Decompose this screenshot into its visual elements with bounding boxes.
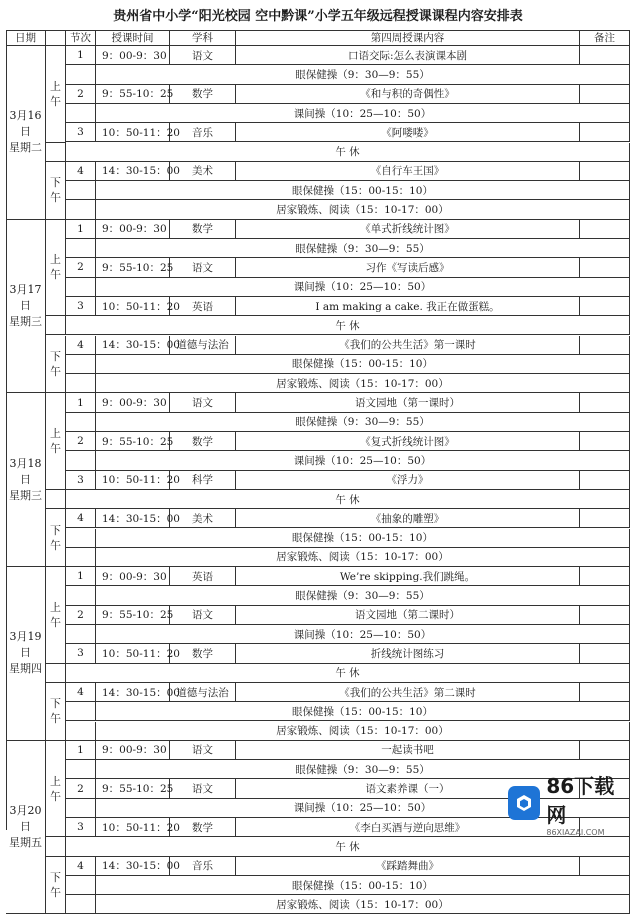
class-time: 9：55-10：25: [96, 85, 170, 104]
class-content: I am making a cake. 我正在做蛋糕。: [236, 297, 580, 316]
day-date-line: 日: [20, 646, 31, 660]
class-remark: [580, 297, 630, 316]
class-remark: [580, 857, 630, 876]
break-row-spacer: [66, 760, 96, 779]
morning-label-char: 上: [50, 427, 61, 441]
afternoon-label-char: 午: [50, 538, 61, 552]
day-date-cell: [6, 393, 46, 567]
class-subject: 美术: [170, 509, 236, 528]
day-date-cell: [6, 567, 46, 741]
session-number: 4: [66, 683, 96, 702]
class-subject: 英语: [170, 297, 236, 316]
day-date-line: 3月19: [9, 630, 42, 644]
class-time: 10：50-11：20: [96, 297, 170, 316]
class-subject: 语文: [170, 46, 236, 65]
header-spacer: [46, 30, 66, 46]
class-content: 《我们的公共生活》第一课时: [236, 336, 580, 355]
class-time: 14：30-15：00: [96, 509, 170, 528]
class-time: 9：00-9：30: [96, 393, 170, 412]
afternoon-label-char: 午: [50, 364, 61, 378]
class-time: 9：00-9：30: [96, 567, 170, 586]
morning-label-char: 上: [50, 774, 61, 788]
break-row-spacer: [66, 104, 96, 123]
class-content: 口语交际:怎么表演课本剧: [236, 46, 580, 65]
afternoon-label-char: 午: [50, 886, 61, 900]
morning-label-char: 午: [50, 94, 61, 108]
break-row: 眼保健操（15：00-15：10）: [96, 702, 630, 721]
afternoon-label-char: 下: [50, 697, 61, 711]
class-content: 《踩踏舞曲》: [236, 857, 580, 876]
break-row: 眼保健操（9：30—9：55）: [96, 413, 630, 432]
session-number: 1: [66, 567, 96, 586]
class-subject: 音乐: [170, 123, 236, 142]
class-remark: [580, 471, 630, 490]
class-subject: 数学: [170, 644, 236, 663]
class-subject: 道德与法治: [170, 336, 236, 355]
class-remark: [580, 85, 630, 104]
break-row-spacer: [66, 413, 96, 432]
class-remark: [580, 683, 630, 702]
class-time: 14：30-15：00: [96, 162, 170, 181]
class-content: 《抽象的雕塑》: [236, 509, 580, 528]
class-content: 折线统计图练习: [236, 644, 580, 663]
session-number: 3: [66, 123, 96, 142]
class-remark: [580, 432, 630, 451]
day-date-cell: [6, 741, 46, 914]
session-number: 3: [66, 644, 96, 663]
class-content: 《复式折线统计图》: [236, 432, 580, 451]
class-time: 9：55-10：25: [96, 779, 170, 798]
class-remark: [580, 162, 630, 181]
class-time: 9：00-9：30: [96, 220, 170, 239]
afternoon-label: [46, 162, 66, 220]
class-content: 语文素养课（一）: [236, 779, 580, 798]
morning-label: [46, 741, 66, 838]
break-row-spacer: [66, 895, 96, 914]
session-number: 1: [66, 741, 96, 760]
afternoon-label-char: 午: [50, 191, 61, 205]
session-number: 2: [66, 85, 96, 104]
class-subject: 道德与法治: [170, 683, 236, 702]
break-row: 眼保健操（15：00-15：10）: [96, 529, 630, 548]
class-time: 9：55-10：25: [96, 258, 170, 277]
session-number: 1: [66, 393, 96, 412]
class-subject: 科学: [170, 471, 236, 490]
break-row-spacer: [66, 586, 96, 605]
class-time: 9：55-10：25: [96, 606, 170, 625]
break-row: 眼保健操（9：30—9：55）: [96, 65, 630, 84]
class-content: 《和与积的奇偶性》: [236, 85, 580, 104]
afternoon-label: [46, 509, 66, 567]
break-row-spacer: [66, 374, 96, 393]
class-subject: 数学: [170, 818, 236, 837]
class-subject: 数学: [170, 432, 236, 451]
class-content: 《李白买酒与逆向思维》: [236, 818, 580, 837]
header-remark: 备注: [580, 30, 630, 46]
watermark-logo-icon: [508, 786, 540, 820]
break-row-spacer: [66, 200, 96, 219]
class-subject: 音乐: [170, 857, 236, 876]
noon-break-row: 午 休: [66, 837, 630, 856]
class-remark: [580, 567, 630, 586]
morning-label-char: 上: [50, 79, 61, 93]
break-row-spacer: [66, 529, 96, 548]
day-date-line: 日: [20, 299, 31, 313]
class-remark: [580, 336, 630, 355]
session-number: 4: [66, 336, 96, 355]
break-row: 居家锻炼、阅读（15：10-17：00）: [96, 895, 630, 914]
morning-label-char: 午: [50, 615, 61, 629]
break-row-spacer: [66, 65, 96, 84]
break-row-spacer: [66, 799, 96, 818]
page-title: 贵州省中小学“阳光校园 空中黔课”小学五年级远程授课课程内容安排表: [113, 9, 523, 24]
break-row: 眼保健操（9：30—9：55）: [96, 586, 630, 605]
session-number: 3: [66, 297, 96, 316]
class-remark: [580, 123, 630, 142]
class-time: 14：30-15：00: [96, 683, 170, 702]
class-time: 10：50-11：20: [96, 123, 170, 142]
break-row: 眼保健操（9：30—9：55）: [96, 760, 630, 779]
class-content: 《自行车王国》: [236, 162, 580, 181]
day-date-line: 日: [20, 472, 31, 486]
watermark: [508, 773, 630, 837]
session-number: 4: [66, 162, 96, 181]
break-row: 课间操（10：25—10：50）: [96, 278, 630, 297]
break-row: 居家锻炼、阅读（15：10-17：00）: [96, 200, 630, 219]
class-remark: [580, 644, 630, 663]
session-number: 4: [66, 857, 96, 876]
class-time: 14：30-15：00: [96, 336, 170, 355]
session-number: 1: [66, 220, 96, 239]
session-number: 2: [66, 779, 96, 798]
break-row: 课间操（10：25—10：50）: [96, 625, 630, 644]
class-subject: 语文: [170, 779, 236, 798]
break-row: 居家锻炼、阅读（15：10-17：00）: [96, 374, 630, 393]
class-subject: 数学: [170, 220, 236, 239]
class-time: 9：00-9：30: [96, 46, 170, 65]
day-date-line: 3月17: [9, 283, 42, 297]
noon-label-spacer: [46, 837, 66, 856]
afternoon-label-char: 下: [50, 871, 61, 885]
break-row: 课间操（10：25—10：50）: [96, 104, 630, 123]
class-content: 《单式折线统计图》: [236, 220, 580, 239]
noon-label-spacer: [46, 664, 66, 683]
session-number: 3: [66, 471, 96, 490]
watermark-name: 86下载网: [546, 773, 615, 827]
header-content: 第四周授课内容: [236, 30, 580, 46]
morning-label-char: 午: [50, 268, 61, 282]
morning-label: [46, 567, 66, 664]
class-content: 语文园地（第一课时）: [236, 393, 580, 412]
morning-label: [46, 220, 66, 317]
break-row-spacer: [66, 181, 96, 200]
day-date-cell: [6, 46, 46, 220]
afternoon-label: [46, 857, 66, 914]
header-time: 授课时间: [96, 30, 170, 46]
morning-label: [46, 393, 66, 490]
afternoon-label-char: 下: [50, 349, 61, 363]
day-date-line: 星期四: [9, 662, 42, 676]
class-remark: [580, 606, 630, 625]
class-time: 10：50-11：20: [96, 471, 170, 490]
break-row-spacer: [66, 451, 96, 470]
break-row-spacer: [66, 278, 96, 297]
break-row-spacer: [66, 876, 96, 895]
morning-label: [46, 46, 66, 143]
day-date-line: 星期二: [9, 141, 42, 155]
class-content: 语文园地（第二课时）: [236, 606, 580, 625]
break-row-spacer: [66, 702, 96, 721]
session-number: 2: [66, 606, 96, 625]
class-content: 《我们的公共生活》第二课时: [236, 683, 580, 702]
class-content: We’re skipping.我们跳绳。: [236, 567, 580, 586]
watermark-sub: 86XIAZAI.COM: [546, 827, 605, 837]
break-row: 课间操（10：25—10：50）: [96, 451, 630, 470]
noon-label-spacer: [46, 316, 66, 335]
session-number: 1: [66, 46, 96, 65]
class-subject: 语文: [170, 606, 236, 625]
class-content: 《阿喽喽》: [236, 123, 580, 142]
session-number: 3: [66, 818, 96, 837]
class-subject: 美术: [170, 162, 236, 181]
day-date-line: 星期五: [9, 836, 42, 850]
noon-break-row: 午 休: [66, 664, 630, 683]
session-number: 4: [66, 509, 96, 528]
session-number: 2: [66, 258, 96, 277]
header-date: 日期: [6, 30, 46, 46]
day-date-line: 星期三: [9, 315, 42, 329]
class-remark: [580, 509, 630, 528]
day-date-line: 3月18: [9, 456, 42, 470]
class-time: 9：00-9：30: [96, 741, 170, 760]
day-date-cell: [6, 220, 46, 394]
class-remark: [580, 46, 630, 65]
break-row-spacer: [66, 722, 96, 741]
day-date-line: 星期三: [9, 488, 42, 502]
class-time: 10：50-11：20: [96, 818, 170, 837]
class-subject: 英语: [170, 567, 236, 586]
break-row-spacer: [66, 239, 96, 258]
header-subject: 学科: [170, 30, 236, 46]
noon-break-row: 午 休: [66, 143, 630, 162]
afternoon-label-char: 下: [50, 176, 61, 190]
afternoon-label-char: 下: [50, 523, 61, 537]
break-row: 眼保健操（15：00-15：10）: [96, 181, 630, 200]
break-row: 眼保健操（9：30—9：55）: [96, 239, 630, 258]
class-content: 一起读书吧: [236, 741, 580, 760]
morning-label-char: 午: [50, 789, 61, 803]
header-session: 节次: [66, 30, 96, 46]
class-subject: 语文: [170, 258, 236, 277]
morning-label-char: 午: [50, 442, 61, 456]
break-row: 眼保健操（15：00-15：10）: [96, 876, 630, 895]
class-remark: [580, 220, 630, 239]
afternoon-label: [46, 336, 66, 394]
afternoon-label: [46, 683, 66, 741]
class-content: 习作《写读后感》: [236, 258, 580, 277]
morning-label-char: 上: [50, 253, 61, 267]
class-remark: [580, 393, 630, 412]
noon-break-row: 午 休: [66, 490, 630, 509]
break-row-spacer: [66, 625, 96, 644]
class-subject: 语文: [170, 393, 236, 412]
session-number: 2: [66, 432, 96, 451]
day-date-line: 3月20: [9, 804, 42, 818]
noon-label-spacer: [46, 490, 66, 509]
break-row: 居家锻炼、阅读（15：10-17：00）: [96, 722, 630, 741]
noon-label-spacer: [46, 143, 66, 162]
day-date-line: 3月16: [9, 109, 42, 123]
class-subject: 数学: [170, 85, 236, 104]
noon-break-row: 午 休: [66, 316, 630, 335]
day-date-line: 日: [20, 125, 31, 139]
break-row: 眼保健操（15：00-15：10）: [96, 355, 630, 374]
class-time: 9：55-10：25: [96, 432, 170, 451]
break-row: 课间操（10：25—10：50）: [96, 799, 630, 818]
class-remark: [580, 258, 630, 277]
afternoon-label-char: 午: [50, 712, 61, 726]
break-row-spacer: [66, 355, 96, 374]
class-time: 10：50-11：20: [96, 644, 170, 663]
day-date-line: 日: [20, 820, 31, 834]
break-row: 居家锻炼、阅读（15：10-17：00）: [96, 548, 630, 567]
break-row-spacer: [66, 548, 96, 567]
morning-label-char: 上: [50, 600, 61, 614]
class-content: 《浮力》: [236, 471, 580, 490]
class-remark: [580, 741, 630, 760]
class-time: 14：30-15：00: [96, 857, 170, 876]
class-subject: 语文: [170, 741, 236, 760]
